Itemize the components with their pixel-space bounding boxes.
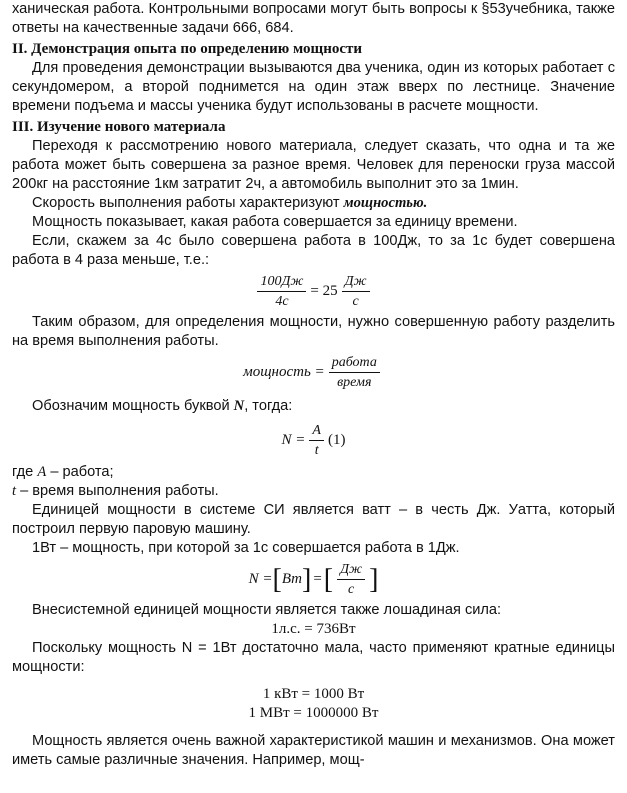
unit-watt: Вт [281, 571, 302, 587]
paragraph-intro: ханическая работа. Контрольными вопросами могут быть вопросы к §53учебника, также ответы на качественные задачи 666, 684. [12, 1, 615, 36]
formula-kilowatt: 1 кВт = 1000 Вт [262, 686, 365, 702]
right-bracket: ] [302, 563, 312, 595]
left-bracket: [ [272, 563, 282, 595]
paragraph-example: Если, скажем за 4с было совершена работа в 100Дж, то за 1с будет совершена работа в 4 раза меньше, т.е.: [12, 233, 615, 268]
formula-equals: = 25 [310, 283, 338, 299]
right-bracket: ] [369, 563, 379, 595]
fraction-numerator: работа [329, 354, 380, 373]
denote-text: Обозначим мощность буквой [32, 398, 234, 414]
formula-horsepower: 1л.с. = 736Вт [271, 621, 356, 637]
paragraph-therefore: Таким образом, для определения мощности, нужно совершенную работу разделить на время выполнения работы. [12, 314, 615, 349]
left-bracket: [ [323, 563, 334, 595]
formula-units [12, 561, 615, 598]
paragraph-watt: Единицей мощности в системе СИ является ватт – в честь Дж. Уатта, который построил первую паровую машину. [12, 502, 615, 537]
formula-lhs: N = [281, 432, 306, 448]
fraction-unit [342, 273, 370, 310]
fraction-denominator: 4с [275, 294, 289, 309]
section-heading-3: III. Изучение нового материала [12, 119, 226, 135]
paragraph-horsepower: Внесистемной единицей мощности является также лошадиная сила: [32, 602, 502, 618]
formula-tag: (1) [327, 432, 346, 448]
formula-megawatt: 1 МВт = 1000000 Вт [248, 705, 379, 721]
speed-text: Скорость выполнения работы характеризуют [32, 195, 344, 211]
denote-tail: , тогда: [244, 398, 293, 414]
paragraph-speed [12, 194, 615, 213]
paragraph-multiples: Поскольку мощность N = 1Вт достаточно мала, часто применяют кратные единицы мощности: [12, 640, 615, 675]
where-t-desc: – время выполнения работы. [16, 483, 219, 499]
where-text: где [12, 464, 38, 480]
formula-equals: = [313, 571, 322, 587]
fraction-denominator: с [352, 294, 359, 309]
section-heading-2: II. Демонстрация опыта по определению мощности [12, 41, 363, 57]
fraction-a-t [309, 422, 324, 459]
symbol-t: t [12, 483, 17, 499]
fraction-work-time [257, 273, 306, 310]
fraction-numerator: A [309, 422, 324, 441]
paragraph-where-a [12, 463, 615, 482]
fraction-denominator: с [347, 582, 355, 597]
formula-power-words [12, 354, 615, 391]
fraction-joule-second [337, 561, 365, 598]
fraction-numerator: Дж [337, 561, 365, 580]
paragraph-demo: Для проведения демонстрации вызываются два ученика, один из которых работает с секундомером, а второй поднимется на один этаж вверх по лестнице. Значение времени подъема и массы ученика будут использованы в расчете мощности. [12, 60, 615, 114]
term-power: мощностью. [343, 195, 428, 211]
fraction-words [329, 354, 380, 391]
fraction-numerator: Дж [342, 273, 370, 292]
formula-lhs: мощность = [243, 364, 325, 380]
where-a-desc: – работа; [46, 464, 114, 480]
symbol-n: N [233, 398, 245, 414]
fraction-numerator: 100Дж [257, 273, 306, 292]
symbol-a: A [37, 464, 47, 480]
paragraph-one-watt: 1Вт – мощность, при которой за 1с совершается работа в 1Дж. [32, 540, 460, 556]
fraction-denominator: t [314, 443, 319, 458]
formula-example [12, 273, 615, 310]
paragraph-power-shows: Мощность показывает, какая работа совершается за единицу времени. [32, 214, 518, 230]
formula-1 [12, 422, 615, 459]
paragraph-new-material: Переходя к рассмотрению нового материала, следует сказать, что одна и та же работа может быть совершена за разное время. Человек для переноски груза массой 200кг на расстояние 1км затратит 2ч, а автомобиль выполнит это за 1мин. [12, 138, 615, 192]
paragraph-denote [12, 397, 615, 416]
formula-lhs: N = [248, 571, 273, 587]
paragraph-where-t [12, 482, 615, 501]
paragraph-importance: Мощность является очень важной характеристикой машин и механизмов. Она может иметь самые различные значения. Например, мощ- [12, 733, 615, 768]
fraction-denominator: время [337, 375, 372, 390]
